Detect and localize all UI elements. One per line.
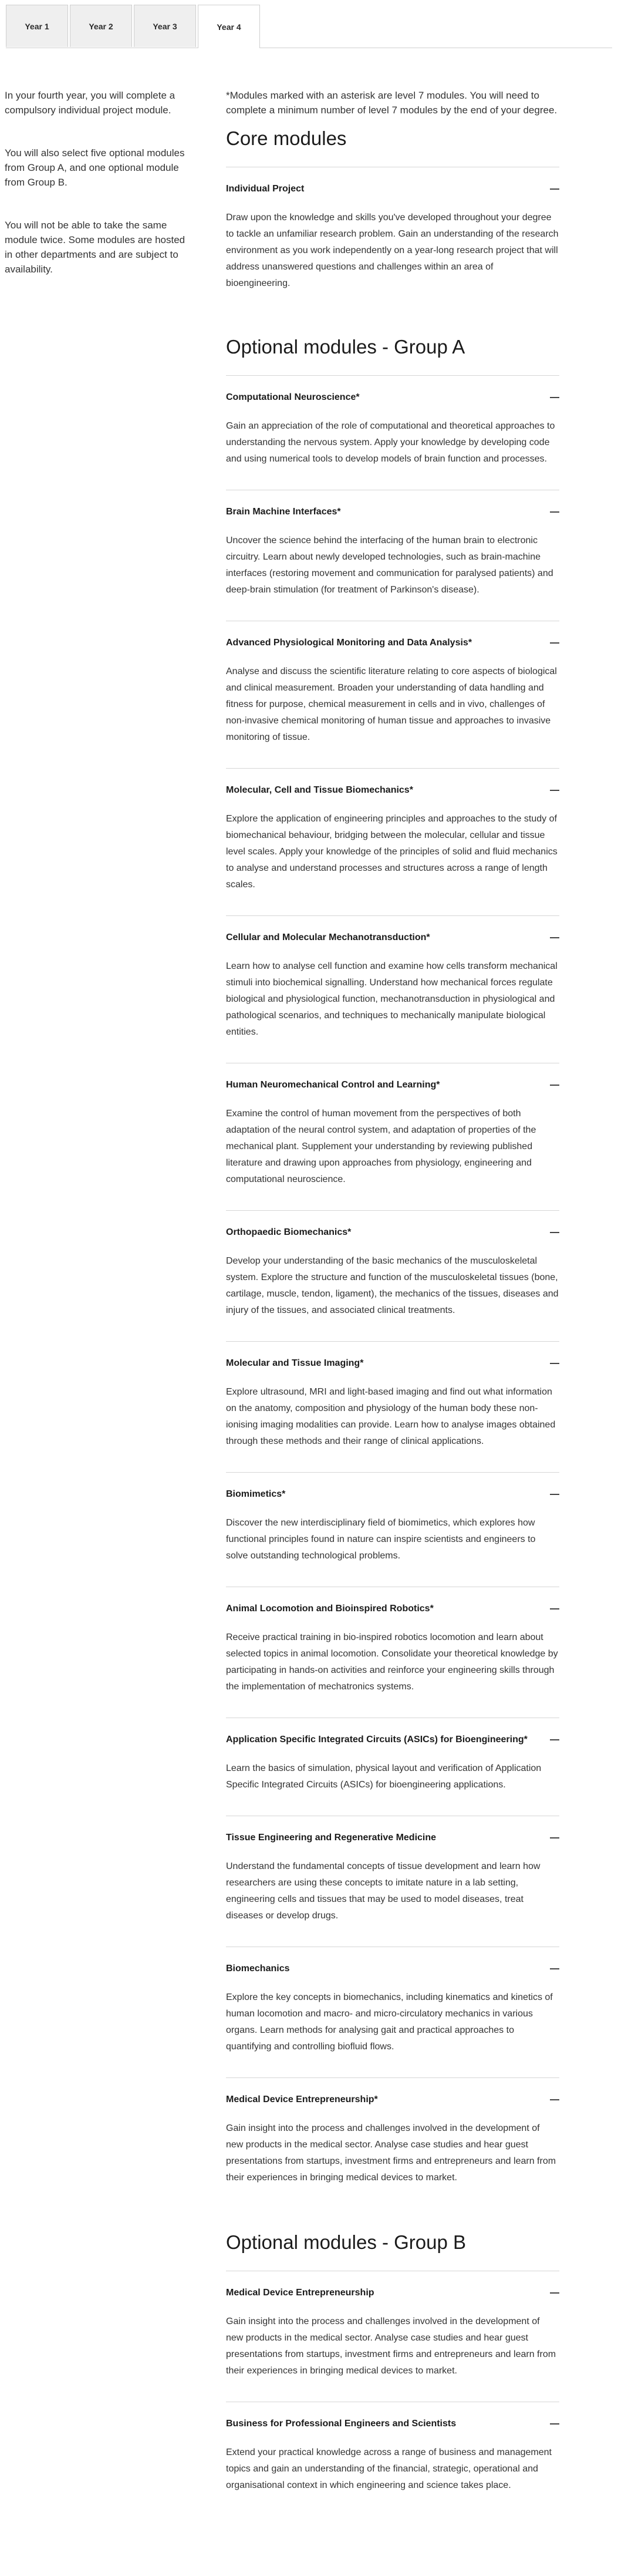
intro-paragraph: In your fourth year, you will complete a compulsory individual project module. [5,90,175,116]
module-title: Advanced Physiological Monitoring and Data Analysis* [226,638,472,648]
section-heading: Core modules [226,127,347,149]
collapse-icon[interactable] [550,790,559,791]
module-header[interactable] [226,1227,559,1238]
module-title: Biomimetics* [226,1489,286,1499]
section-heading: Optional modules - Group A [226,336,465,358]
module-header[interactable] [226,1833,559,1843]
module-description: Learn how to analyse cell function and examine how cells transform mechanical stimuli into biochemical signalling. Understand how mechanical forces regulate biological and physiological function, mechanotransduction in physiological and pathological scenarios, and techniques to mechanically manipulate biological entities. [226,961,558,1037]
module-description: Analyse and discuss the scientific literature relating to core aspects of biological and clinical measurement. Broaden your understanding of data handling and fitness for purpose, chemical measurement in cells and in vivo, challenges of non-invasive chemical monitoring of human tissue and approaches to invasive monitoring of tissue. [226,666,557,742]
module-accordion [226,1587,559,1718]
module-description: Understand the fundamental concepts of tissue development and learn how researchers are using these concepts to imitate nature in a lab setting, engineering cells and tissues that may be used to model diseases, treat diseases or develop drugs. [226,1861,541,1921]
module-accordion [226,1472,559,1587]
module-header[interactable] [226,2288,559,2298]
module-accordion [226,2271,559,2402]
module-accordion [226,1341,559,1472]
module-description: Examine the control of human movement from the perspectives of both adaptation of the neural control system, and adaptation of properties of the mechanical plant. Supplement your understanding by reviewing published literature and drawing upon approaches from physiology, engineering and computational neuroscience. [226,1109,536,1184]
module-header[interactable] [226,638,559,648]
module-description: Receive practical training in bio-inspired robotics locomotion and learn about selected topics in animal locomotion. Consolidate your theoretical knowledge by participating in hands-on activities and reinforce your engineering skills through the implementation of mechatronics systems. [226,1632,558,1692]
module-title: Business for Professional Engineers and Scientists [226,2419,457,2429]
module-title: Application Specific Integrated Circuits (ASICs) for Bioengineering* [226,1735,528,1745]
module-description: Uncover the science behind the interfacing of the human brain to electronic circuitry. Learn about newly developed technologies, such as brain-machine interfaces (restoring movement and communication for paralysed patients) and deep-brain stimulation (for treatment of Parkinson's disease). [226,536,553,595]
collapse-icon[interactable] [550,937,559,938]
collapse-icon[interactable] [550,2423,559,2425]
intro-paragraph: You will not be able to take the same module twice. Some modules are hosted in other departments and are subject to availability. [5,220,185,275]
module-accordion [226,490,559,621]
tab-year-2[interactable]: Year 2 [70,5,132,47]
module-accordion [226,1947,559,2077]
module-title: Human Neuromechanical Control and Learning* [226,1080,440,1090]
module-accordion [226,2077,559,2208]
collapse-icon[interactable] [550,511,559,513]
tab-year-3[interactable]: Year 3 [134,5,196,47]
group-a-section [226,335,559,2208]
collapse-icon[interactable] [550,2099,559,2100]
module-title: Biomechanics [226,1964,290,1974]
section-heading: Optional modules - Group B [226,2231,467,2253]
module-header[interactable] [226,507,559,517]
module-accordion [226,1816,559,1947]
module-description: Draw upon the knowledge and skills you've developed throughout your degree to tackle an unfamiliar research problem. Gain an understanding of the research environment as you work independently on a year-long research project that will address unanswered questions and challenges within an area of bioengineering. [226,213,559,288]
collapse-icon[interactable] [550,1232,559,1233]
module-header[interactable] [226,1080,559,1090]
module-header[interactable] [226,2095,559,2105]
module-description: Develop your understanding of the basic mechanics of the musculoskeletal system. Explore the structure and function of the musculoskeletal tissues (bone, cartilage, muscle, tendon, ligament), the mechanics of the tissues, diseases and injury of the tissues, and associated clinical treatments. [226,1256,559,1315]
module-accordion [226,2402,559,2516]
module-list [226,88,559,2516]
collapse-icon[interactable] [550,1837,559,1838]
module-accordion [226,768,559,915]
collapse-icon[interactable] [550,642,559,644]
module-description: Gain insight into the process and challenges involved in the development of new products in the medical sector. Analyse case studies and hear guest presentations from startups, investment firms and entrepreneurs and learn from their experiences in bringing medical devices to market. [226,2123,556,2183]
module-header[interactable] [226,184,559,194]
module-header[interactable] [226,1358,559,1369]
module-title: Individual Project [226,184,305,194]
collapse-icon[interactable] [550,1363,559,1364]
module-description: Explore the key concepts in biomechanics, including kinematics and kinetics of human locomotion and macro- and micro-circulatory mechanics in various organs. Learn methods for analysing gait and practical approaches to quantifying and controlling biofluid flows. [226,1992,553,2052]
module-description: Gain insight into the process and challenges involved in the development of new products in the medical sector. Analyse case studies and hear guest presentations from startups, investment firms and entrepreneurs and learn from their experiences in bringing medical devices to market. [226,2316,556,2376]
module-header[interactable] [226,392,559,403]
collapse-icon[interactable] [550,397,559,398]
collapse-icon[interactable] [550,1085,559,1086]
module-header[interactable] [226,1735,559,1745]
module-title: Molecular, Cell and Tissue Biomechanics* [226,785,413,795]
module-accordion [226,915,559,1063]
module-header[interactable] [226,1964,559,1974]
module-title: Molecular and Tissue Imaging* [226,1358,364,1368]
group-b-section [226,2231,559,2516]
module-accordion [226,1210,559,1341]
module-accordion [226,375,559,490]
module-description: Explore the application of engineering principles and approaches to the study of biomechanical behaviour, bridging between the molecular, cellular and tissue level scales. Apply your knowledge of the principles of solid and fluid mechanics to analyse and understand processes and structures across a range of length scales. [226,814,558,890]
intro-text [5,88,195,305]
intro-paragraph: You will also select five optional modules from Group A, and one optional module from Group B. [5,147,185,188]
module-accordion [226,1718,559,1816]
module-header[interactable] [226,785,559,796]
collapse-icon[interactable] [550,188,559,190]
module-description: Extend your practical knowledge across a range of business and management topics and gain an understanding of the financial, strategic, operational and organisational context in which engineering and science takes place. [226,2447,552,2490]
module-header[interactable] [226,932,559,943]
tab-year-4[interactable]: Year 4 [198,5,260,48]
module-description: Gain an appreciation of the role of computational and theoretical approaches to understanding the nervous system. Apply your knowledge by developing code and using numerical tools to develop models of brain function and processes. [226,421,555,464]
module-title: Brain Machine Interfaces* [226,507,341,517]
module-accordion [226,1063,559,1210]
collapse-icon[interactable] [550,1739,559,1740]
module-title: Medical Device Entrepreneurship [226,2288,374,2298]
collapse-icon[interactable] [550,1494,559,1495]
collapse-icon[interactable] [550,1608,559,1609]
module-description: Discover the new interdisciplinary field of biomimetics, which explores how functional principles found in nature can inspire scientists and engineers to solve outstanding technological problems. [226,1518,536,1561]
asterisk-note: *Modules marked with an asterisk are level 7 modules. You will need to complete a minimum number of level 7 modules by the end of your degree. [226,90,558,116]
tab-year-1[interactable]: Year 1 [6,5,68,47]
module-title: Medical Device Entrepreneurship* [226,2095,378,2104]
core-modules-section [226,127,559,314]
module-title: Orthopaedic Biomechanics* [226,1227,352,1237]
collapse-icon[interactable] [550,2292,559,2294]
module-header[interactable] [226,1489,559,1500]
module-header[interactable] [226,2419,559,2429]
year-tabs [6,5,612,48]
collapse-icon[interactable] [550,1968,559,1969]
module-description: Learn the basics of simulation, physical layout and verification of Application Specific Integrated Circuits (ASICs) for bioengineering applications. [226,1763,542,1790]
module-title: Tissue Engineering and Regenerative Medicine [226,1833,437,1843]
module-accordion [226,621,559,768]
module-header[interactable] [226,1604,559,1614]
module-description: Explore ultrasound, MRI and light-based imaging and find out what information on the anatomy, composition and physiology of the human body these non-ionising imaging modalities can provide. Learn how to analyse images obtained through these methods and their range of clinical applications. [226,1387,556,1446]
module-accordion [226,167,559,314]
module-title: Animal Locomotion and Bioinspired Robotics* [226,1604,434,1614]
module-title: Cellular and Molecular Mechanotransduction* [226,932,430,942]
module-title: Computational Neuroscience* [226,392,360,402]
